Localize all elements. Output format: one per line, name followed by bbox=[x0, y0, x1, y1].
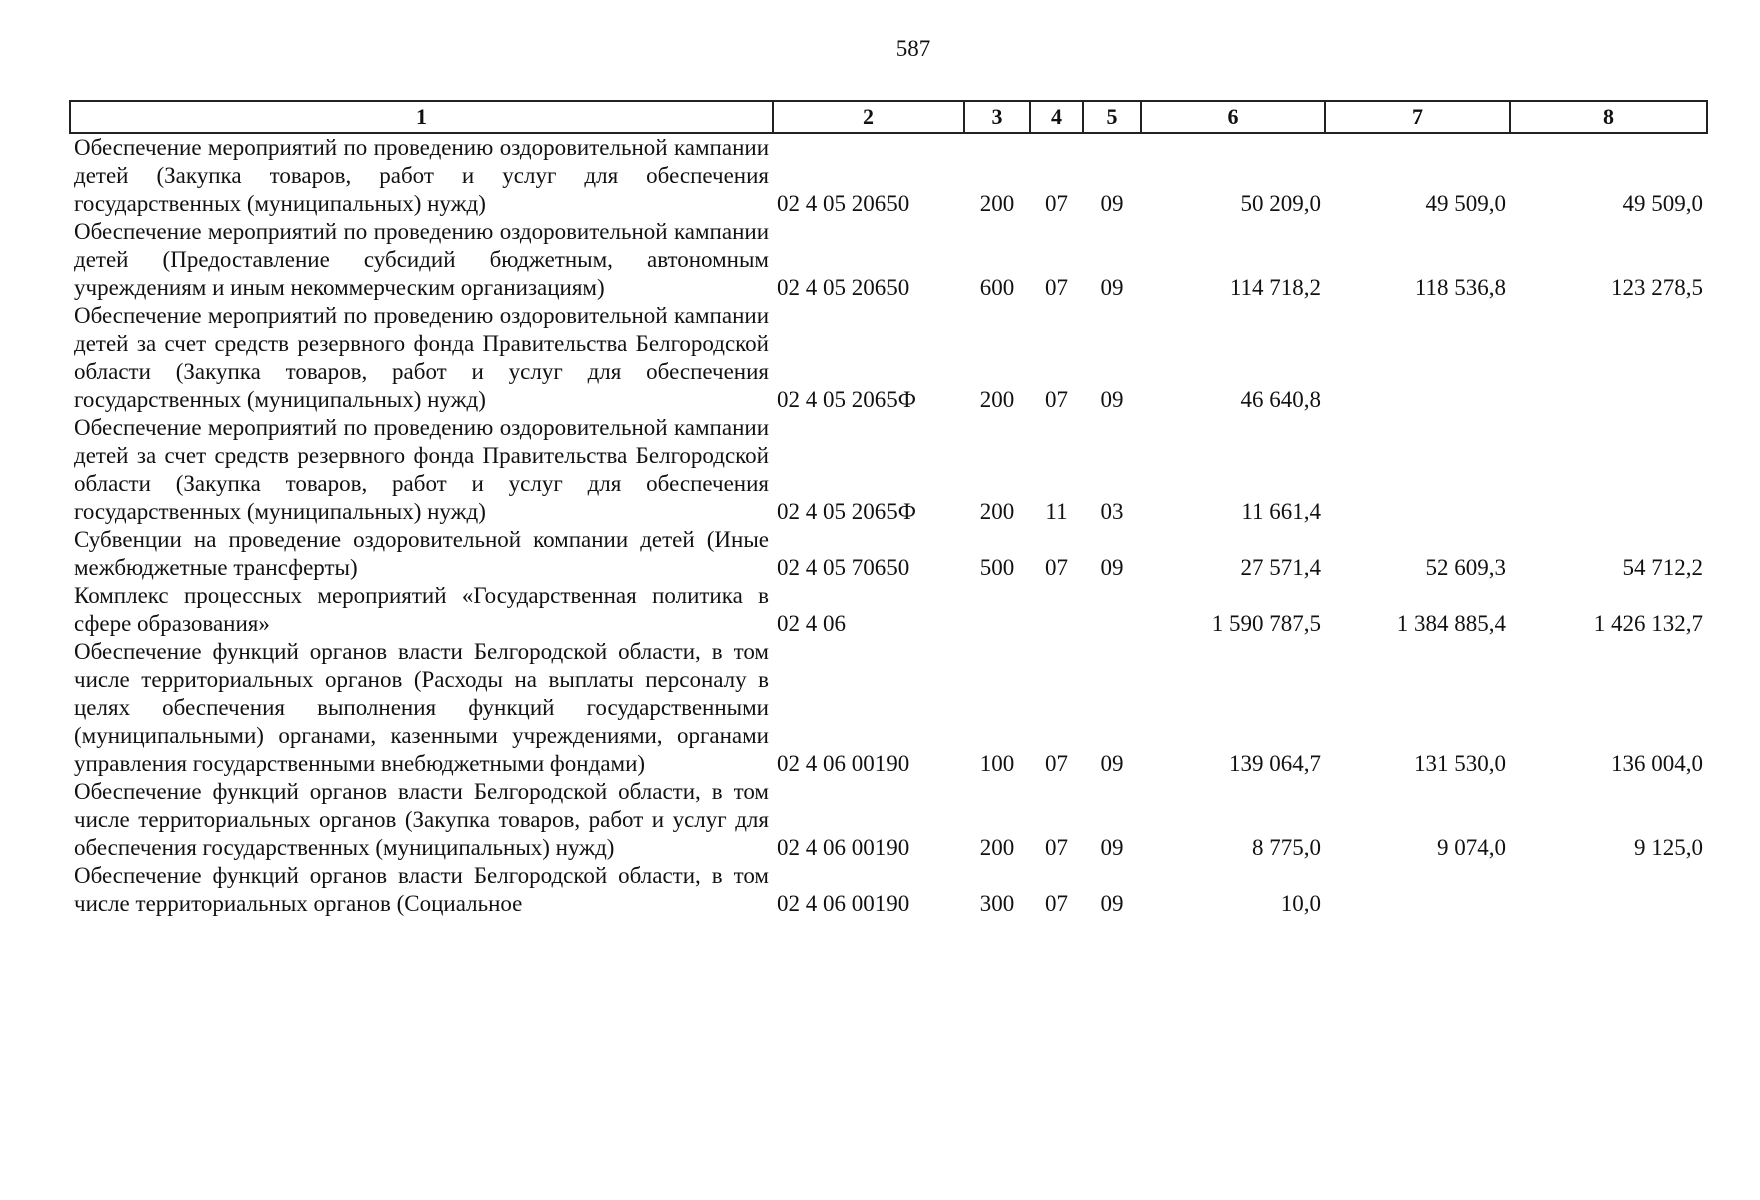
header-row bbox=[70, 101, 1707, 133]
row-col-3: 200 bbox=[979, 191, 1015, 216]
header-col-5: 5 bbox=[1083, 101, 1141, 133]
row-col-7: 49 509,0 bbox=[1425, 191, 1506, 216]
row-col-7: 131 530,0 bbox=[1414, 751, 1506, 776]
row-col-6: 10,0 bbox=[1280, 891, 1321, 916]
row-col-5: 09 bbox=[1100, 387, 1124, 412]
row-code: 02 4 05 20650 bbox=[777, 191, 910, 216]
row-col-8: 123 278,5 bbox=[1611, 275, 1703, 300]
header-col-6: 6 bbox=[1141, 101, 1325, 133]
row-col-3: 200 bbox=[979, 387, 1015, 412]
row-code: 02 4 05 2065Ф bbox=[777, 499, 916, 524]
row-col-7 bbox=[1325, 302, 1510, 414]
row-col-8: 49 509,0 bbox=[1622, 191, 1703, 216]
row-code: 02 4 06 00190 bbox=[777, 891, 910, 916]
row-col-3: 200 bbox=[979, 835, 1015, 860]
row-col-8: 54 712,2 bbox=[1622, 555, 1703, 580]
row-col-4: 07 bbox=[1045, 751, 1068, 776]
row-code: 02 4 06 00190 bbox=[777, 751, 910, 776]
table-row bbox=[70, 778, 1707, 862]
budget-table bbox=[69, 100, 1708, 918]
row-col-6: 50 209,0 bbox=[1240, 191, 1321, 216]
row-col-6: 139 064,7 bbox=[1229, 751, 1321, 776]
row-col-8: 1 426 132,7 bbox=[1593, 611, 1703, 636]
row-col-5: 09 bbox=[1100, 555, 1124, 580]
row-name: Комплекс процессных мероприятий «Государственная политика в сфере образования» bbox=[74, 583, 769, 636]
row-col-7: 9 074,0 bbox=[1437, 835, 1506, 860]
header-col-4: 4 bbox=[1030, 101, 1083, 133]
table-row bbox=[70, 862, 1707, 918]
header-col-2: 2 bbox=[773, 101, 964, 133]
table-row bbox=[70, 218, 1707, 302]
row-col-5: 03 bbox=[1100, 499, 1124, 524]
row-name: Обеспечение мероприятий по проведению оздоровительной кампании детей за счет средств резервного фонда Правительства Белгородской области (Закупка товаров, работ и услуг для обеспечения государственных (муниципальных) нужд) bbox=[74, 415, 769, 524]
row-col-5: 09 bbox=[1100, 191, 1124, 216]
table-row bbox=[70, 133, 1707, 218]
header-col-1: 1 bbox=[70, 101, 773, 133]
row-col-5: 09 bbox=[1100, 751, 1124, 776]
row-name: Субвенции на проведение оздоровительной компании детей (Иные межбюджетные трансферты) bbox=[74, 527, 769, 580]
row-name: Обеспечение функций органов власти Белгородской области, в том числе территориальных органов (Социальное bbox=[74, 863, 769, 916]
row-col-3: 600 bbox=[979, 275, 1015, 300]
row-code: 02 4 05 20650 bbox=[777, 275, 910, 300]
row-name: Обеспечение мероприятий по проведению оздоровительной кампании детей (Закупка товаров, работ и услуг для обеспечения государственных (муниципальных) нужд) bbox=[74, 135, 769, 216]
page-number: 587 bbox=[895, 36, 931, 61]
row-col-3: 300 bbox=[979, 891, 1015, 916]
row-name: Обеспечение функций органов власти Белгородской области, в том числе территориальных органов (Закупка товаров, работ и услуг для обеспечения государственных (муниципальных) нужд) bbox=[74, 779, 769, 860]
row-col-4: 07 bbox=[1045, 555, 1068, 580]
table-row bbox=[70, 302, 1707, 414]
row-col-7 bbox=[1325, 414, 1510, 526]
row-col-6: 114 718,2 bbox=[1229, 275, 1321, 300]
row-col-3: 200 bbox=[979, 499, 1015, 524]
row-col-6: 11 661,4 bbox=[1241, 499, 1321, 524]
row-col-5: 09 bbox=[1100, 891, 1124, 916]
table-row bbox=[70, 526, 1707, 582]
row-col-8: 9 125,0 bbox=[1634, 835, 1703, 860]
row-col-4: 07 bbox=[1045, 275, 1068, 300]
row-col-7 bbox=[1325, 862, 1510, 918]
row-code: 02 4 06 00190 bbox=[777, 835, 910, 860]
row-col-3: 100 bbox=[979, 751, 1015, 776]
row-col-6: 8 775,0 bbox=[1252, 835, 1321, 860]
row-col-3: 500 bbox=[979, 555, 1015, 580]
table-row bbox=[70, 414, 1707, 526]
row-col-4: 07 bbox=[1045, 191, 1068, 216]
row-col-6: 1 590 787,5 bbox=[1211, 611, 1321, 636]
row-col-5 bbox=[1083, 582, 1141, 638]
row-name: Обеспечение мероприятий по проведению оздоровительной кампании детей за счет средств резервного фонда Правительства Белгородской области (Закупка товаров, работ и услуг для обеспечения государственных (муниципальных) нужд) bbox=[74, 303, 769, 412]
row-col-7: 52 609,3 bbox=[1425, 555, 1506, 580]
row-name: Обеспечение мероприятий по проведению оздоровительной кампании детей (Предоставление субсидий бюджетным, автономным учреждениям и иным некоммерческим организациям) bbox=[74, 219, 769, 300]
row-col-4: 07 bbox=[1045, 387, 1068, 412]
header-col-7: 7 bbox=[1325, 101, 1510, 133]
row-col-7: 118 536,8 bbox=[1414, 275, 1506, 300]
row-col-7: 1 384 885,4 bbox=[1396, 611, 1506, 636]
row-code: 02 4 06 bbox=[777, 611, 846, 636]
header-col-8: 8 bbox=[1510, 101, 1707, 133]
row-col-5: 09 bbox=[1100, 275, 1124, 300]
row-code: 02 4 05 2065Ф bbox=[777, 387, 916, 412]
row-col-6: 27 571,4 bbox=[1240, 555, 1321, 580]
row-col-4: 07 bbox=[1045, 891, 1068, 916]
row-name: Обеспечение функций органов власти Белгородской области, в том числе территориальных органов (Расходы на выплаты персоналу в целях обеспечения выполнения функций государственными (муниципальными) органами, казенными учреждениями, органами управления государственными внебюджетными фондами) bbox=[74, 639, 769, 776]
row-code: 02 4 05 70650 bbox=[777, 555, 910, 580]
table-row bbox=[70, 582, 1707, 638]
table-row bbox=[70, 638, 1707, 778]
row-col-5: 09 bbox=[1100, 835, 1124, 860]
header-col-3: 3 bbox=[964, 101, 1030, 133]
budget-table-container bbox=[69, 100, 1706, 918]
row-col-8 bbox=[1510, 414, 1707, 526]
row-col-4 bbox=[1030, 582, 1083, 638]
row-col-3 bbox=[964, 582, 1030, 638]
row-col-8: 136 004,0 bbox=[1611, 751, 1703, 776]
row-col-4: 11 bbox=[1045, 499, 1068, 524]
row-col-8 bbox=[1510, 862, 1707, 918]
row-col-8 bbox=[1510, 302, 1707, 414]
row-col-4: 07 bbox=[1045, 835, 1068, 860]
row-col-6: 46 640,8 bbox=[1240, 387, 1321, 412]
